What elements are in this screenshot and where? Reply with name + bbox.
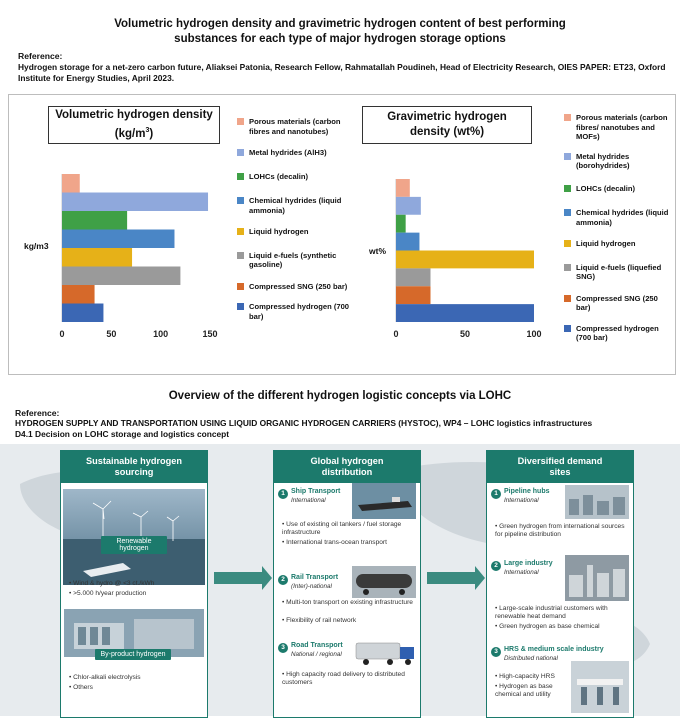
chart2-title-line2: density (wt%) [409, 126, 485, 138]
chart1-legend-item-5 [237, 227, 355, 237]
legend-swatch [564, 295, 571, 302]
legend-label: Liquid e-fuels (liquefied SNG) [576, 262, 662, 281]
legend-label: Chemical hydrides (liquid ammonia) [576, 208, 669, 227]
road-subtitle: National / regional [291, 651, 342, 658]
chart2-bar-3 [396, 215, 406, 233]
panel2-title-line2: distribution [321, 467, 373, 477]
chart2-legend-item-8 [564, 324, 672, 343]
industry-bullet-1: • Large-scale industrial customers with renewable heat demand [495, 605, 608, 620]
chart1-bar-7 [62, 285, 95, 304]
legend-swatch [564, 264, 571, 271]
flow-arrows [0, 560, 680, 600]
legend-swatch [564, 185, 571, 192]
chart1-bar-3 [62, 211, 127, 230]
chart2-legend-item-3 [564, 184, 672, 194]
reference-text: Hydrogen storage for a net-zero carbon future, Aliaksei Patonia, Research Fellow, Rahmatallah Poudineh, Head of Electricity Research, OIES PAPER: ET23, Oxford Institute for Energy Studies, April 2023. [18, 62, 666, 83]
chart1-ylabel: kg/m3 [24, 241, 49, 251]
chart2-bar-8 [396, 304, 534, 322]
top-title-line1: Volumetric hydrogen density and gravimetric hydrogen content of best performing [114, 18, 566, 30]
ship-subtitle: International [291, 497, 326, 504]
chart2-legend-item-1 [564, 113, 672, 142]
legend-swatch [237, 283, 244, 290]
chart2-bar-4 [396, 233, 419, 251]
chart2-legend-item-6 [564, 263, 672, 282]
panel3-title-line1: Diversified demand [517, 456, 603, 466]
arrow-right-1 [214, 566, 272, 590]
chart2-bar-7 [396, 286, 431, 304]
panel1-header [61, 451, 207, 483]
rail-number-badge: 2 [278, 575, 288, 585]
truck-icon [354, 639, 418, 669]
legend-swatch [237, 197, 244, 204]
renewable-bullet-2: • >5.000 h/year production [69, 590, 147, 597]
ship-bullet-1: • Use of existing oil tankers / fuel storage infrastructure [282, 521, 402, 536]
chart2-title-line1: Gravimetric hydrogen [387, 111, 507, 123]
chart1-xtick-2: 50 [106, 329, 117, 339]
chart1-legend-item-2 [237, 148, 355, 158]
legend-label: Liquid hydrogen [576, 239, 636, 248]
chart2-xtick-1: 0 [393, 329, 399, 339]
legend-label: Porous materials (carbon fibres and nanotubes) [249, 117, 341, 136]
chart1-title-line1: Volumetric hydrogen density [55, 109, 213, 122]
byproduct-bullet-2: • Others [69, 684, 93, 691]
legend-label: Liquid e-fuels (synthetic gasoline) [249, 250, 337, 269]
chart1-legend-item-4 [237, 196, 355, 215]
legend-label: Compressed SNG (250 bar) [249, 281, 348, 291]
chart2-title [362, 106, 532, 144]
chart1-legend-item-1 [237, 117, 355, 136]
chart2-legend-item-5 [564, 239, 672, 249]
panel3-header [487, 451, 633, 483]
reference2-text [15, 418, 675, 439]
ship-title: Ship Transport [291, 488, 341, 495]
chart1-legend-item-6 [237, 251, 355, 270]
chart1-title-line2: $(kg/m^3)$ [114, 127, 154, 140]
chart2-bar-2 [396, 197, 421, 215]
chart2-xtick-3: 100 [526, 329, 542, 339]
reference2-line2: D4.1 Decision on LOHC storage and logistics concept [15, 428, 230, 439]
legend-swatch [564, 240, 571, 247]
hrs-subtitle: Distributed national [504, 655, 558, 662]
panel2-header [274, 451, 420, 483]
chart2-bar-6 [396, 268, 431, 286]
byproduct-bullet-1: • Chlor-alkali electrolysis [69, 674, 141, 681]
rail-bullet-1: • Multi-ton transport on existing infrastructure [282, 599, 413, 606]
panel1-title-line1: Sustainable hydrogen [86, 456, 182, 466]
pipeline-bullet-1: • Green hydrogen from international sources for pipeline distribution [495, 523, 625, 538]
hrs-title: HRS & medium scale industry [504, 646, 604, 653]
legend-swatch [237, 118, 244, 125]
road-bullet-1: • High capacity road delivery to distributed customers [282, 671, 405, 686]
chart1-bar-6 [62, 267, 180, 286]
chart1-legend [237, 117, 355, 321]
top-title-line2: substances for each type of major hydrogen storage options [174, 33, 506, 45]
legend-label: Metal hydrides (AlH3) [249, 148, 327, 157]
chart1-xtick-3: 100 [153, 329, 169, 339]
legend-label: Compressed hydrogen (700 bar) [249, 302, 350, 321]
panel2-title-line1: Global hydrogen [310, 456, 384, 466]
hrs-station-image [571, 661, 629, 713]
hrs-bullet-1: • High-capacity HRS [495, 673, 555, 680]
legend-label: Metal hydrides (borohydrides) [576, 151, 630, 170]
chart2-legend [564, 113, 672, 343]
pipeline-hub-image [565, 485, 629, 519]
chart1-bar-8 [62, 304, 103, 323]
chart2-legend-item-4 [564, 208, 672, 227]
chart1-legend-item-7 [237, 282, 355, 292]
pipeline-number-badge: 1 [491, 489, 501, 499]
pipeline-subtitle: International [504, 497, 539, 504]
road-title: Road Transport [291, 642, 343, 649]
legend-label: LOHCs (decalin) [576, 183, 636, 193]
bottom-title: Overview of the different hydrogen logistic concepts via LOHC [168, 390, 512, 402]
chart2-xtick-2: 50 [459, 329, 471, 339]
pipeline-title: Pipeline hubs [504, 488, 550, 495]
chart1-legend-item-3 [237, 172, 355, 182]
rail-title: Rail Transport [291, 574, 339, 581]
legend-swatch [564, 325, 571, 332]
industry-subtitle: International [504, 569, 539, 576]
legend-label: Liquid hydrogen [249, 227, 309, 236]
reference2-line1: HYDROGEN SUPPLY AND TRANSPORTATION USING LIQUID ORGANIC HYDROGEN CARRIERS (HYSTOC), WP4 – LOHC logistics infrastructures [15, 418, 593, 428]
hrs-number-badge: 3 [491, 647, 501, 657]
chart1-bar-2 [62, 193, 208, 212]
legend-swatch [564, 209, 571, 216]
industry-title: Large industry [504, 560, 553, 567]
legend-swatch [564, 153, 571, 160]
chart1-xtick-1: 0 [59, 329, 65, 339]
legend-swatch [237, 303, 244, 310]
arrow-right-2 [427, 566, 485, 590]
legend-label: Chemical hydrides (liquid ammonia) [249, 196, 342, 215]
chart2-ylabel: wt% [369, 246, 386, 256]
renewable-bullet-1: • Wind & hydro @ <3 ct./kWh [69, 580, 155, 587]
chart1-bar-4 [62, 230, 174, 249]
chart1-bar-1 [62, 174, 80, 193]
chart1-legend-item-8 [237, 302, 355, 321]
rail-subtitle: (Inter)-national [291, 583, 332, 590]
legend-swatch [237, 252, 244, 259]
ship-number-badge: 1 [278, 489, 288, 499]
legend-swatch [237, 149, 244, 156]
chart2-bar-5 [396, 251, 534, 269]
chart2-legend-item-2 [564, 152, 672, 171]
legend-label: LOHCs (decalin) [249, 171, 309, 181]
legend-label: Compressed hydrogen (700 bar) [576, 323, 659, 342]
legend-swatch [237, 173, 244, 180]
reference2-label: Reference: [15, 408, 60, 418]
legend-swatch [564, 114, 571, 121]
panel3-title-line2: sites [549, 467, 571, 477]
ship-icon [352, 483, 416, 519]
ship-bullet-2: • International trans-ocean transport [282, 539, 387, 546]
renewable-banner: Renewable hydrogen [101, 536, 167, 554]
legend-label: Compressed SNG (250 bar) [576, 293, 658, 312]
panel1-title-line2: sourcing [114, 467, 154, 477]
rail-bullet-2: • Flexibility of rail network [282, 617, 357, 624]
industry-number-badge: 2 [491, 561, 501, 571]
reference-label: Reference: [18, 51, 63, 61]
chart1-bar-5 [62, 248, 132, 267]
byproduct-banner: By-product hydrogen [95, 649, 171, 660]
chart2-legend-item-7 [564, 294, 672, 313]
industry-bullet-2: • Green hydrogen as base chemical [495, 623, 600, 630]
legend-swatch [237, 228, 244, 235]
chart1-xtick-4: 150 [202, 329, 218, 339]
road-number-badge: 3 [278, 643, 288, 653]
legend-label: Porous materials (carbon fibres/ nanotubes and MOFs) [576, 113, 668, 141]
hrs-bullet-2: • Hydrogen as base chemical and utility [495, 683, 553, 698]
chart2-bar-1 [396, 179, 410, 197]
